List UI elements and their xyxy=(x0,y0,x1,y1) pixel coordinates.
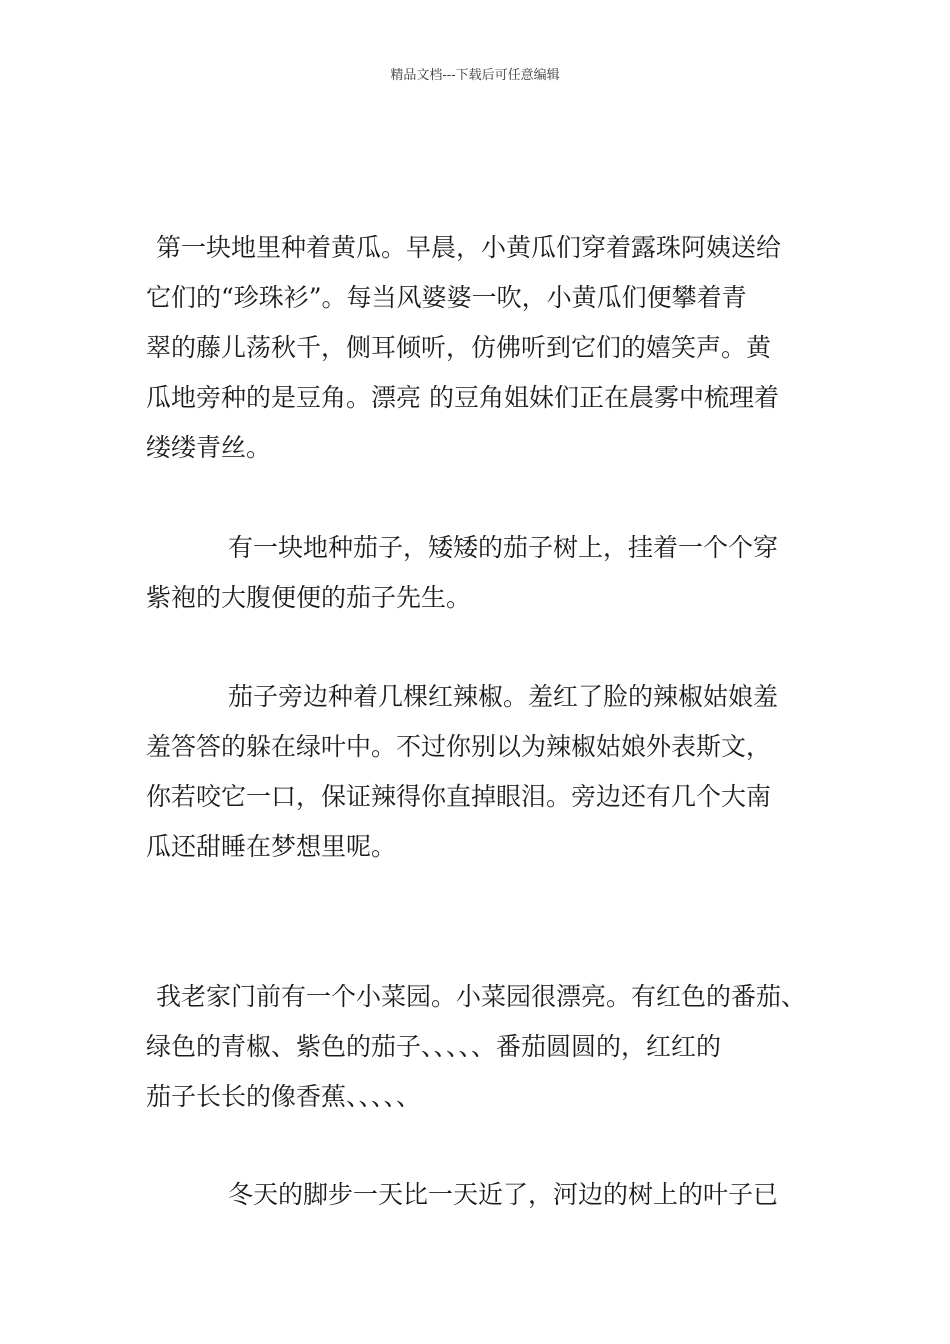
text-line: 绿色的青椒、紫色的茄子、、、、、番茄圆圆的，红红的 xyxy=(146,1032,722,1061)
text-line: 瓜还甜睡在梦想里呢。 xyxy=(146,832,397,861)
paragraph-3 xyxy=(146,672,816,872)
text-line: 你若咬它一口，保证辣得你直掉眼泪。旁边还有几个大南 xyxy=(146,782,772,811)
text-line: 第一块地里种着黄瓜。早晨，小黄瓜们穿着露珠阿姨送给 xyxy=(156,233,782,262)
text-line: 缕缕青丝。 xyxy=(146,433,272,462)
text-line: 紫袍的大腹便便的茄子先生。 xyxy=(146,583,472,612)
paragraph-2 xyxy=(146,523,816,623)
text-line: 有一块地种茄子，矮矮的茄子树上，挂着一个个穿 xyxy=(228,533,779,562)
page-header: 精品文档---下载后可任意编辑 xyxy=(390,68,560,83)
text-line: 茄子旁边种着几棵红辣椒。羞红了脸的辣椒姑娘羞 xyxy=(228,682,779,711)
text-line: 它们的“珍珠衫”。每当风婆婆一吹，小黄瓜们便攀着青 xyxy=(146,283,747,312)
text-line: 瓜地旁种的是豆角。漂亮 的豆角姐妹们正在晨雾中梳理着 xyxy=(146,383,779,412)
text-line: 茄子长长的像香蕉、、、、、 xyxy=(146,1082,422,1111)
text-line: 冬天的脚步一天比一天近了，河边的树上的叶子已 xyxy=(228,1180,779,1209)
text-line: 翠的藤儿荡秋千，侧耳倾听，仿佛听到它们的嬉笑声。黄 xyxy=(146,333,772,362)
paragraph-5 xyxy=(146,1170,816,1220)
paragraph-1 xyxy=(146,223,816,473)
text-line: 我老家门前有一个小菜园。小菜园很漂亮。有红色的番茄、 xyxy=(156,982,807,1011)
paragraph-4 xyxy=(146,972,816,1122)
text-line: 羞答答的躲在绿叶中。不过你别以为辣椒姑娘外表斯文， xyxy=(146,732,772,761)
